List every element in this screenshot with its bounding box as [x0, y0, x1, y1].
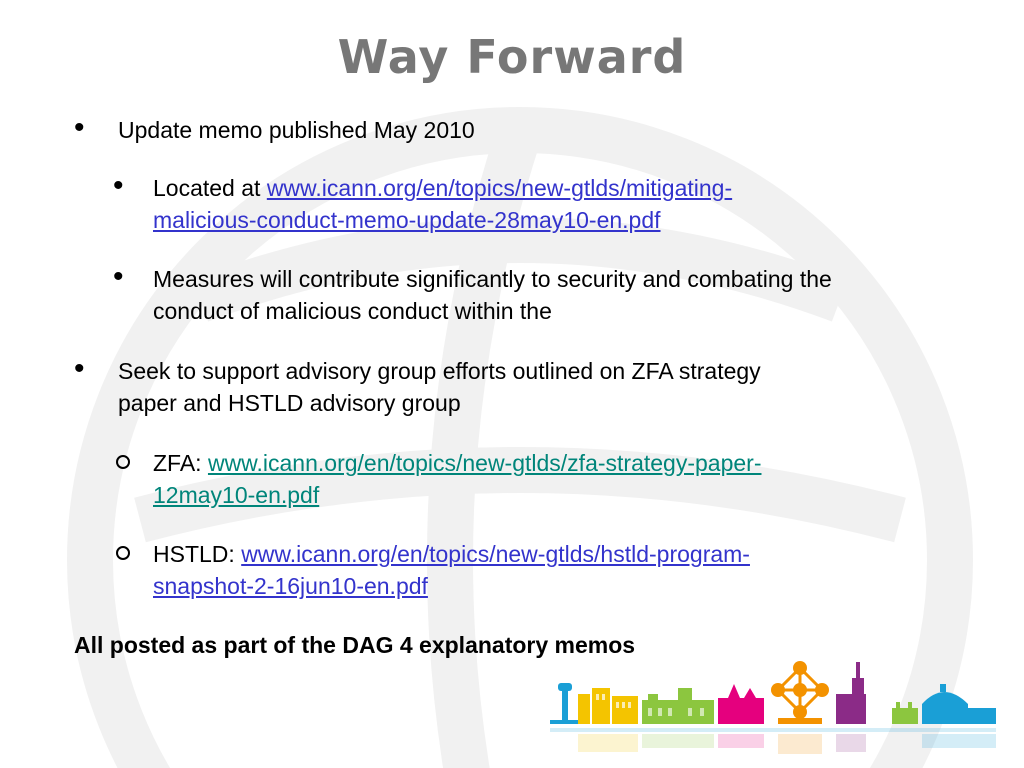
- bullet-dot-icon: •: [74, 111, 85, 144]
- zfa-prefix: ZFA:: [153, 450, 208, 476]
- closing-note: All posted as part of the DAG 4 explanatory memos: [74, 632, 636, 658]
- bullet-seek-support: Seek to support advisory group efforts outlined on ZFA strategy paper and HSTLD advisory group: [118, 358, 761, 416]
- ring-bullet-icon: [116, 455, 130, 469]
- hstld-prefix: HSTLD:: [153, 541, 242, 567]
- hstld-snapshot-link[interactable]: www.icann.org/en/topics/new-gtlds/hstld-program- snapshot-2-16jun10-en.pdf: [153, 541, 750, 599]
- hstld-item: [153, 538, 750, 602]
- ring-bullet-icon: [116, 546, 130, 560]
- measures-item: Measures will contribute significantly to security and combating the conduct of malicious conduct within the: [153, 266, 832, 324]
- located-at-prefix: Located at: [153, 175, 267, 201]
- bullet-dot-icon: •: [113, 260, 124, 293]
- zfa-strategy-link[interactable]: www.icann.org/en/topics/new-gtlds/zfa-strategy-paper- 12may10-en.pdf: [153, 450, 762, 508]
- zfa-item: [153, 447, 761, 511]
- mitigating-memo-link[interactable]: www.icann.org/en/topics/new-gtlds/mitigating- malicious-conduct-memo-update-28may10-en.pdf: [153, 175, 733, 233]
- brussels-skyline-icon: [548, 658, 1000, 764]
- located-at-item: [153, 172, 732, 236]
- slide-title: Way Forward: [337, 30, 687, 84]
- bullet-dot-icon: •: [113, 169, 124, 202]
- bullet-dot-icon: •: [74, 352, 85, 385]
- bullet-update-memo: Update memo published May 2010: [118, 117, 475, 143]
